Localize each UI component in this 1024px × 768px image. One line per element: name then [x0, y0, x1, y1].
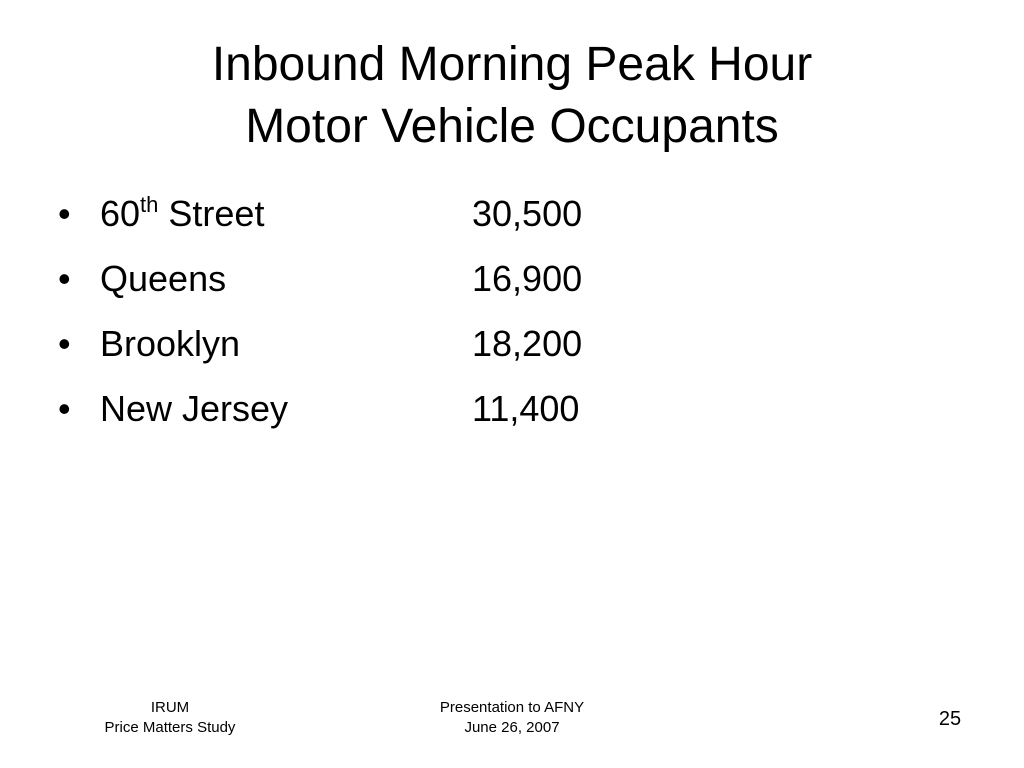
footer-center-line-2: June 26, 2007 [464, 719, 560, 736]
bullet-icon: • [58, 193, 71, 234]
item-label: Queens [100, 258, 227, 299]
slide-title [0, 34, 1024, 158]
footer-center-line-1: Presentation to AFNY [439, 699, 585, 716]
bullet-icon: • [58, 323, 71, 364]
item-value: 16,900 [472, 258, 583, 299]
bullet-icon: • [58, 388, 71, 429]
item-label: Brooklyn [100, 323, 241, 364]
item-label-number: 60 [100, 193, 141, 234]
footer-left [70, 698, 270, 738]
bullet-icon: • [58, 258, 71, 299]
page-number: 25 [938, 708, 962, 730]
title-line-2: Motor Vehicle Occupants [245, 100, 779, 153]
item-label-rest: Street [158, 193, 265, 234]
item-label: New Jersey [100, 388, 289, 429]
footer-left-line-1: IRUM [150, 699, 190, 716]
footer-left-line-2: Price Matters Study [104, 719, 236, 736]
footer-center [412, 698, 612, 738]
item-value: 11,400 [472, 388, 580, 429]
item-label [100, 189, 264, 244]
title-line-1: Inbound Morning Peak Hour [211, 38, 813, 91]
item-label-superscript: th [140, 192, 159, 217]
item-value: 30,500 [472, 193, 583, 234]
item-value: 18,200 [472, 323, 583, 364]
